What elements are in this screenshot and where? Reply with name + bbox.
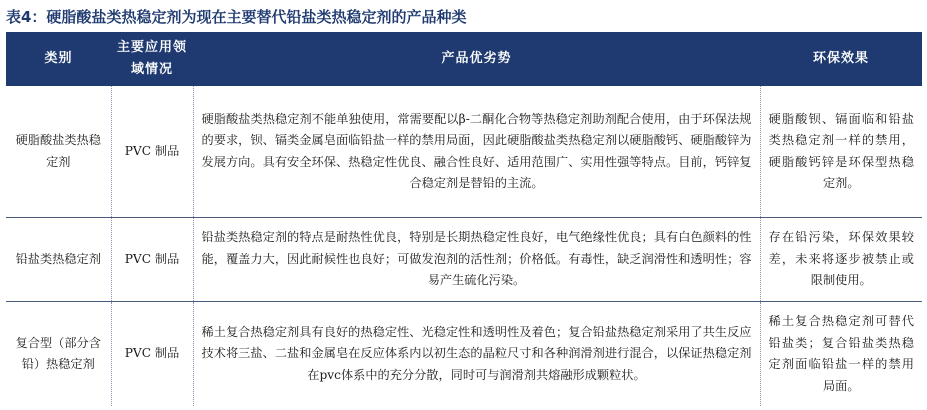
table-row xyxy=(6,218,922,302)
row-environmental: 存在铅污染，环保效果较差，未来将逐步被禁止或限制使用。 xyxy=(760,218,922,302)
header-category: 类别 xyxy=(6,32,111,86)
row-category: 硬脂酸盐类热稳定剂 xyxy=(6,86,111,218)
row-application: PVC 制品 xyxy=(111,302,193,407)
stabilizer-table xyxy=(6,32,922,406)
row-advantages: 稀土复合热稳定剂具有良好的热稳定性、光稳定性和透明性及着色；复合铅盐热稳定剂采用了共生反应技术将三盐、二盐和金属皂在反应体系内以初生态的晶粒尺寸和各种润滑剂进行混合，以保证热稳定剂在pvc体系中的充分分散，同时可与润滑剂共熔融形成颗粒状。 xyxy=(193,302,760,407)
table-title: 表4：硬脂酸盐类热稳定剂为现在主要替代铅盐类热稳定剂的产品种类 xyxy=(6,8,467,26)
row-environmental: 稀土复合热稳定剂可替代铅盐类；复合铅盐类热稳定剂面临铅盐一样的禁用局面。 xyxy=(768,314,914,393)
header-application: 主要应用领域情况 xyxy=(111,32,193,86)
table-row xyxy=(6,86,922,218)
row-application: PVC 制品 xyxy=(111,86,193,218)
row-application: PVC 制品 xyxy=(111,218,193,302)
header-row xyxy=(6,32,922,86)
row-advantages: 铅盐类热稳定剂的特点是耐热性优良，特别是长期热稳定性良好，电气绝缘性优良；具有白色颜料的性能，覆盖力大，因此耐候性也良好；可做发泡剂的活性剂；价格低。有毒性，缺乏润滑性和透明性；容易产生硫化污染。 xyxy=(193,218,760,302)
table-row xyxy=(6,302,922,407)
row-environmental: 硬脂酸钡、镉面临和铅盐类热稳定剂一样的禁用，硬脂酸钙锌是环保型热稳定剂。 xyxy=(760,86,922,218)
row-category: 复合型（部分含铅）热稳定剂 xyxy=(6,302,111,407)
row-category: 铅盐类热稳定剂 xyxy=(6,218,111,302)
row-advantages: 硬脂酸盐类热稳定剂不能单独使用，常需要配以β-二酮化合物等热稳定剂助剂配合使用，由于环保法规的要求，钡、镉类金属皂面临铅盐一样的禁用局面，因此硬脂酸盐类热稳定剂以硬脂酸钙、硬脂酸锌为发展方向。具有安全环保、热稳定性优良、融合性良好、适用范围广、实用性强等特点。目前，钙锌复合稳定剂是替铅的主流。 xyxy=(193,86,760,218)
header-advantages: 产品优劣势 xyxy=(193,32,760,86)
header-environmental: 环保效果 xyxy=(760,32,922,86)
